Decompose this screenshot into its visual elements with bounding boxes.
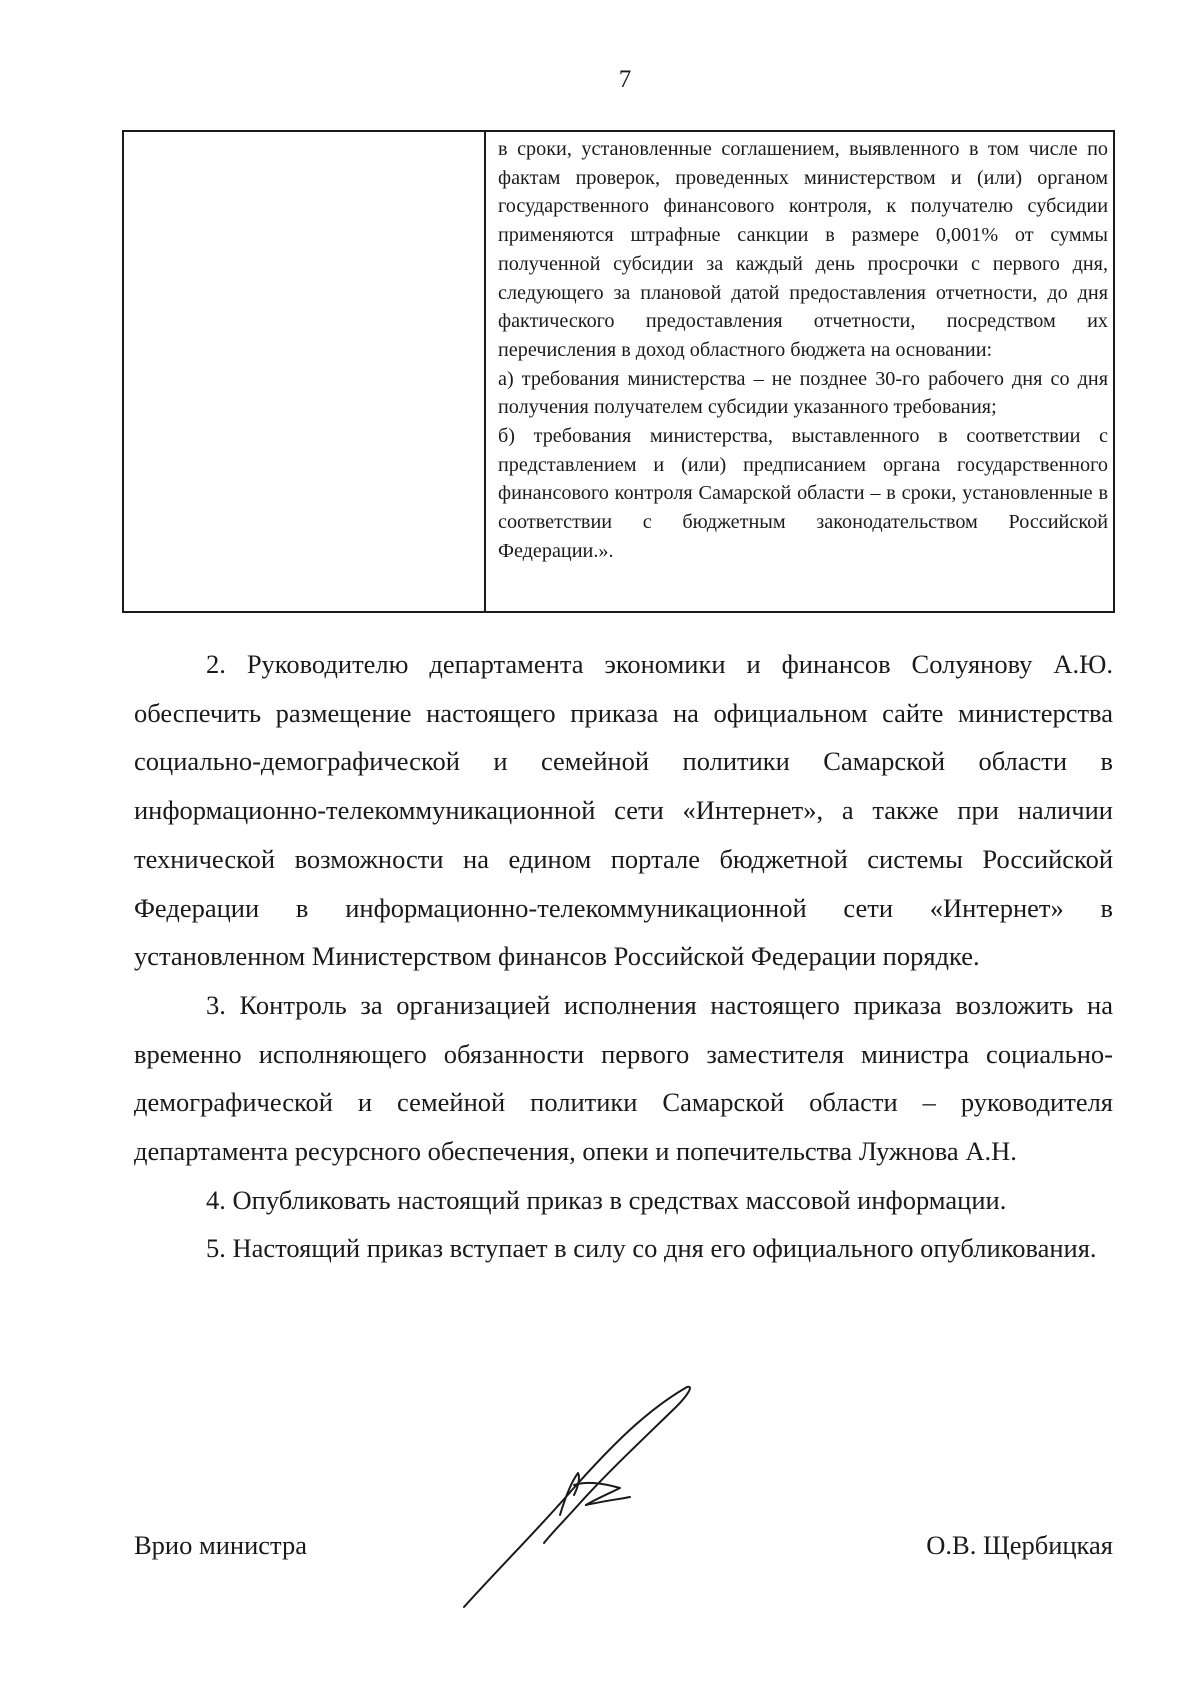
paragraph-4: 4. Опубликовать настоящий приказ в средствах массовой информации. xyxy=(206,1184,1007,1215)
document-body xyxy=(134,640,1113,1273)
paragraph-2: 2. Руководителю департамента экономики и финансов Солуянову А.Ю. обеспечить размещение настоящего приказа на официальном сайте министерства социально-демографической и семейной политики Самарской области в информационно-телекоммуникационной сети «Интернет», а также при наличии технической возможности на едином портале бюджетной системы Российской Федерации в информационно-телекоммуникационной сети «Интернет» в установленном Министерством финансов Российской Федерации порядке. xyxy=(134,649,1113,972)
table-cell-paragraph: а) требования министерства – не позднее 30-го рабочего дня со дня получения получателем субсидии указанного требования; xyxy=(498,367,1108,419)
handwritten-signature xyxy=(462,1385,732,1610)
table-right-cell xyxy=(486,132,1113,611)
document-table xyxy=(122,130,1115,613)
table-cell-paragraph: б) требования министерства, выставленного в соответствии с представлением и (или) предписанием органа государственного финансового контроля Самарской области – в сроки, установленные в соответствии с бюджетным законодательством Российской Федерации.». xyxy=(498,425,1108,562)
signatory-title: Врио министра xyxy=(134,1530,307,1560)
table-left-cell xyxy=(124,132,486,611)
paragraph-5: 5. Настоящий приказ вступает в силу со дня его официального опубликования. xyxy=(206,1233,1097,1264)
page-number: 7 xyxy=(618,66,632,93)
table-cell-paragraph: в сроки, установленные соглашением, выявленного в том числе по фактам проверок, проведенных министерством и (или) органом государственного финансового контроля, к получателю субсидии применяются штрафные санкции в размере 0,001% от суммы полученной субсидии за каждый день просрочки с первого дня, следующего за плановой датой предоставления отчетности, до дня фактического предоставления отчетности, посредством их перечисления в доход областного бюджета на основании: xyxy=(498,138,1108,361)
signatory-name: О.В. Щербицкая xyxy=(926,1530,1113,1560)
paragraph-3: 3. Контроль за организацией исполнения настоящего приказа возложить на временно исполняющего обязанности первого заместителя министра социально-демографической и семейной политики Самарской области – руководителя департамента ресурсного обеспечения, опеки и попечительства Лужнова А.Н. xyxy=(134,989,1113,1167)
